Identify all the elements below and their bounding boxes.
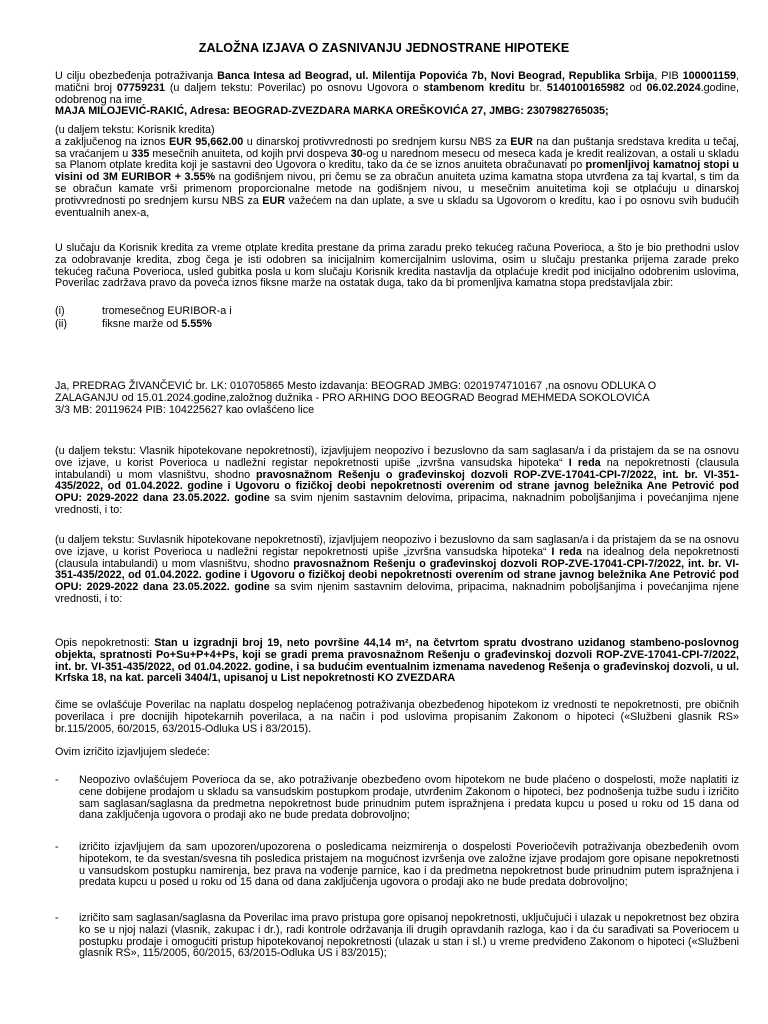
building-permit: pravosnažnom Rešenju o građevinskoj dozvoli ROP-ZVE-17041-CPI-7/2022, int. br. VI-351-435/2022, od 01.04.2022. godine i Ugovoru o fizičkoj deobi nepokretnosti overenim od strane javnog beležnika Ane Petrović pod OPU: 2029-2022 dana 23.05.2022. godine bbox=[55, 468, 739, 505]
loan-text: na dan puštanja sredstava kredita u tečaj, sa vraćanjem u bbox=[55, 135, 739, 160]
declarant-line-3: 3/3 MB: 20119624 PIB: 104225627 kao ovlašćeno lice bbox=[55, 404, 315, 416]
item-text: fiksne marže od bbox=[102, 318, 182, 330]
list-item bbox=[55, 775, 739, 835]
owner-text: na idealnog dela nepokretnosti (clausula intabulandi) u mom vlasništvu, shodno bbox=[55, 545, 739, 570]
interest-rate: promenljivoj kamatnoj stopi u visini od 3M EURIBOR + 3.55% bbox=[55, 159, 739, 184]
loan-amount: EUR 95,662.00 bbox=[169, 135, 244, 148]
building-permit: pravosnažnom Rešenju o građevinskoj dozvoli ROP-ZVE-17041-CPI-7/2022, int. br. VI-351-435/2022, od 01.04.2022. godine i Ugovoru o fizičkoj deobi nepokretnosti overenim od strane javnog beležnika Ane Petrović pod OPU: 2029-2022 dana 23.05.2022. godine bbox=[55, 557, 739, 594]
co-owner-paragraph bbox=[55, 535, 739, 606]
intro-text: od bbox=[624, 81, 647, 94]
document-title: ZALOŽNA IZJAVA O ZASNIVANJU JEDNOSTRANE HIPOTEKE bbox=[198, 41, 570, 55]
list-item-text: izričito izjavljujem da sam upozoren/upozorena o posledicama neizmirenja o dospelosti Poveriočevih potraživanja obezbeđenih ovom hipotekom, te da svestan/svesna tih posledica pristajem na mogućnost izvršenja ove založne izjave prodajom gore opisane nepokretnosti u vansudskom postupku namirenja, bez prava na vođenje parnice, kao i da predmetna nepokretnost bude prinudnim putem ispražnjena i predata kupcu u posed u roku od 15 dana od dana zaključenja ugovora o prodaji ako ne bude predata dobrovoljno; bbox=[79, 841, 739, 889]
loan-paragraph bbox=[55, 125, 739, 219]
list-item bbox=[55, 913, 739, 973]
currency: EUR bbox=[262, 194, 286, 207]
creditor-name: Banca Intesa ad Beograd, ul. Milentija Popovića 7b, Novi Beograd, Republika Srbija bbox=[217, 70, 655, 82]
owner-text: (u daljem tekstu: Vlasnik hipotekovane nepokretnosti), izjavljujem neopozivo i bezuslovno da sam saglasan/a i da pristajem da se na osnovu ove izjave, u korist Poverioca u nadležni registar nepokretnosti upiše „izvršna vansudska hipoteka“ bbox=[55, 445, 739, 469]
borrower-line: MAJA MILOJEVIĆ-RAKIĆ, Adresa: BEOGRAD-ZVEZDARA MARKA OREŠKOVIĆA 27, JMBG: 2307982765035; bbox=[55, 105, 609, 118]
property-label: Opis nepokretnosti: bbox=[55, 637, 155, 649]
credit-type: stambenom kreditu bbox=[423, 81, 525, 94]
loan-text: (u daljem tekstu: Korisnik kredita) bbox=[55, 124, 215, 136]
mortgage-rank: I reda bbox=[551, 545, 582, 558]
bullet-dash: - bbox=[55, 912, 59, 924]
loan-text: u dinarskoj protivvrednosti po srednjem kursu NBS za bbox=[243, 135, 511, 148]
property-description bbox=[55, 638, 739, 685]
owner-paragraph bbox=[55, 446, 739, 517]
bullet-dash: - bbox=[55, 774, 59, 786]
loan-text: mesečnih anuiteta, od kojih prvi dospeva bbox=[149, 147, 351, 160]
declarant-line-1: Ja, PREDRAG ŽIVANČEVIĆ br. LK: 010705865 Mesto izdavanja: BEOGRAD JMBG: 0201974710167 ,na osnovu ODLUKA O bbox=[55, 380, 657, 392]
contract-number: 5140100165982 bbox=[546, 81, 625, 94]
first-due-day: 30 bbox=[350, 147, 363, 160]
mortgage-rank: I reda bbox=[568, 456, 601, 469]
list-item bbox=[55, 842, 739, 902]
loan-text: važećem na dan uplate, a sve u skladu sa Ugovorom o kreditu, kao i po osnovu svih budućih eventualnih anex-a, bbox=[55, 194, 739, 219]
intro-text: , PIB bbox=[654, 70, 683, 82]
list-item-text: izričito sam saglasan/saglasna da Poverilac ima pravo pristupa gore opisanoj nepokretnosti, uključujući i ulazak u nepokretnost bez obzira ko se u njoj nalazi (vlasnik, zakupac i dr.), radi kontrole održavanja ili drugih opravdanih razloga, kao i da ću sarađivati sa Poveriocem u postupku prodaje i omogućiti pristup hipotekovanoj nepokretnosti (ulazak u stan i sl.) u vreme predviđeno Zakonom o hipoteci («Službeni glasnik RS», 115/2005, 60/2015, 63/2015-Odluka US i 83/2015); bbox=[79, 912, 739, 960]
clause-item-2 bbox=[55, 318, 212, 330]
owner-text: na nepokretnosti (clausula intabulandi) u mom vlasništvu, shodno bbox=[55, 456, 739, 481]
item-text: tromesečnog EURIBOR-a i bbox=[102, 305, 232, 317]
list-item-text: Neopozivo ovlašćujem Poverioca da se, ako potraživanje obezbeđeno ovom hipotekom ne bude plaćeno o dospelosti, može naplatiti iz cene dobijene prodajom u skladu sa vansudskim postupkom prodaje, utvrđenim Zakonom o hipoteci, bez podnošenja tužbe sudu i izričito sam saglasan/saglasna da predmetna nepokretnost bude prinudnim putem ispražnjena i predata kupcu u posed u roku od 15 dana od dana zaključenja ugovora o prodaji ako ne bude predata dobrovoljno; bbox=[79, 774, 739, 822]
intro-text: , matični broj bbox=[55, 70, 740, 94]
loan-text: na godišnjem nivou, pri čemu se za obračun anuiteta uzima kamatna stopa utvrđena za taj kvartal, s tim da se obračun kamate vrši primenom proporcionalne metode na godišnjem nivou, u mesečnim anuitetima koji se otplaćuju u dinarskoj protivvrednosti po srednjem kursu NBS za bbox=[55, 171, 740, 207]
contract-date: 06.02.2024 bbox=[646, 81, 701, 94]
creditor-pib: 100001159 bbox=[682, 70, 737, 82]
bullet-dash: - bbox=[55, 841, 59, 853]
declarant-line-2: ZALAGANJU od 15.01.2024.godine,založnog dužnika - PRO ARHING DOO BEOGRAD Beograd MEHMEDA SOKOLOVIĆA bbox=[55, 392, 650, 404]
authorization-paragraph: čime se ovlašćuje Poverilac na naplatu dospelog neplaćenog potraživanja obezbeđenog hipotekom iz vrednosti te nepokretnosti, pre običnih poverilaca i pre docnijih hipotekarnih poverilaca, a na način i pod uslovima propisanim Zakonom o hipoteci («Službeni glasnik RS» br.115/2005, 60/2015, 63/2015-Odluka US i 83/2015). bbox=[55, 699, 739, 735]
creditor-mb: 07759231 bbox=[116, 81, 165, 94]
owner-text: sa svim njenim sastavnim delovima, pripacima, naknadnim poboljšanjima i povećanjima njene vrednosti, i to: bbox=[55, 581, 739, 605]
owner-text: (u daljem tekstu: Suvlasnik hipotekovane nepokretnosti), izjavljujem neopozivo i bezuslovno da sam saglasan/a i da pristajem da se na osnovu ove izjave, u korist Poverioca u nadležni registar nepokretnosti upiše „izvršna vansudska hipoteka“ bbox=[55, 534, 739, 558]
intro-text: br. bbox=[525, 81, 547, 94]
margin-clause: U slučaju da Korisnik kredita za vreme otplate kredita prestane da prima zaradu preko tekućeg računa Poverioca, a što je bio prethodni uslov za odobravanje kredita, zbog čega je isti odobren sa inicijalnim komercijalnim uslovima, osim u slučaju prestanka prijema zarade preko tekućeg računa Poverioca, usled gubitka posla u kom slučaju Korisnik kredita nastavlja da otplaćuje kredit pod inicijalno odobrenim uslovima, Poverilac zadržava pravo da poveća iznos fiksne marže na ostatak duga, tako da bi promenljiva kamatna stopa predstavljala zbir: bbox=[55, 242, 739, 290]
currency: EUR bbox=[510, 135, 533, 148]
item-number: (ii) bbox=[55, 318, 67, 330]
property-details: Stan u izgradnji broj 19, neto površine 44,14 m², na četvrtom spratu dvostrano uzidanog stambeno-poslovnog objekta, spratnosti Po+Su+P+4+Ps, koji se gradi prema pravosnažnom Rešenju o građevinskoj dozvoli ROP-ZVE-17041-CPI-7/2022, int. br. VI-351-435/2022, od 01.04.2022. godine, i sa budućim eventualnim izmenama navedenog Rešenja o građevinskoj dozvoli, u ul. Krfska 18, na kat. parceli 3404/1, upisanoj u List nepokretnosti KO ZVEZDARA bbox=[55, 637, 739, 685]
loan-text: a zaključenog na iznos bbox=[55, 135, 170, 148]
intro-paragraph bbox=[55, 71, 739, 118]
owner-text: sa svim njenim sastavnim delovima, pripacima, naknadnim poboljšanjima i povećanjima njene vrednosti, i to: bbox=[55, 492, 739, 516]
intro-text: U cilju obezbeđenja potraživanja bbox=[55, 70, 218, 82]
clause-item-1 bbox=[55, 305, 232, 317]
item-number: (i) bbox=[55, 305, 65, 317]
loan-text: -og u narednom mesecu od meseca kada je kredit realizovan, a ostali u skladu sa Planom otplate kredita koji je sastavni deo Ugovora o kreditu, tako da će se iznos anuiteta obračunavati po bbox=[55, 147, 740, 172]
intro-text: .godine, odobrenog na ime bbox=[55, 81, 739, 106]
annuity-count: 335 bbox=[131, 147, 150, 160]
declaration-heading: Ovim izričito izjavljujem sledeće: bbox=[55, 746, 210, 758]
fixed-margin: 5.55% bbox=[181, 318, 212, 330]
intro-text: (u daljem tekstu: Poverilac) po osnovu Ugovora o bbox=[164, 81, 424, 94]
